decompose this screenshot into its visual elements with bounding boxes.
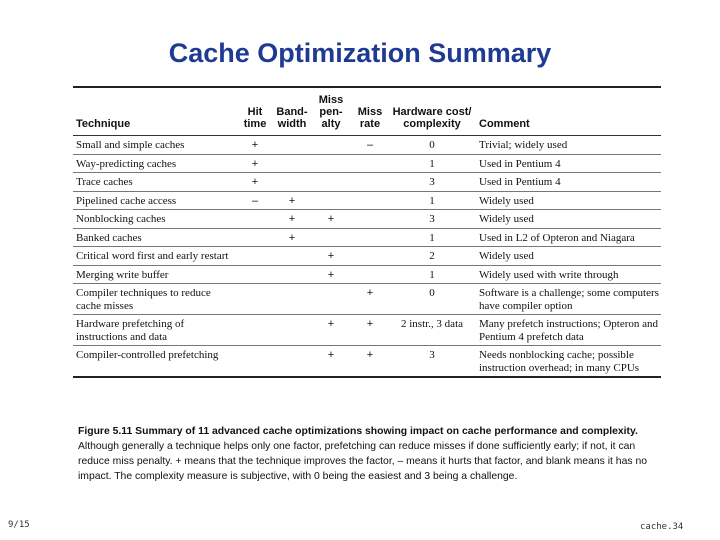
cell-hit-time: + — [237, 136, 273, 155]
cell-miss-penalty — [311, 173, 351, 192]
header-hw-cost: Hardware cost/ complexity — [389, 88, 475, 136]
cell-miss-penalty: + — [311, 210, 351, 229]
cell-hw-cost: 3 — [389, 173, 475, 192]
cell-comment: Used in Pentium 4 — [475, 154, 661, 173]
cell-miss-rate — [351, 265, 389, 284]
cell-miss-penalty — [311, 284, 351, 315]
cell-miss-rate — [351, 210, 389, 229]
cell-miss-penalty — [311, 136, 351, 155]
table-row — [73, 154, 661, 173]
cell-hw-cost: 0 — [389, 136, 475, 155]
table-row — [73, 284, 661, 315]
optimization-table — [73, 88, 661, 378]
cell-hw-cost: 1 — [389, 191, 475, 210]
table-row — [73, 136, 661, 155]
cell-miss-rate: + — [351, 346, 389, 378]
cell-comment: Software is a challenge; some computers have compiler option — [475, 284, 661, 315]
cell-bandwidth — [273, 315, 311, 346]
cell-hw-cost: 2 instr., 3 data — [389, 315, 475, 346]
cell-comment: Used in L2 of Opteron and Niagara — [475, 228, 661, 247]
cell-miss-rate — [351, 228, 389, 247]
cell-technique: Pipelined cache access — [73, 191, 237, 210]
cell-technique: Merging write buffer — [73, 265, 237, 284]
cell-miss-rate: + — [351, 315, 389, 346]
cell-bandwidth — [273, 136, 311, 155]
optimization-table-container — [73, 86, 661, 378]
cell-bandwidth — [273, 265, 311, 284]
cell-technique: Way-predicting caches — [73, 154, 237, 173]
header-miss-rate: Miss rate — [351, 88, 389, 136]
cell-comment: Widely used — [475, 191, 661, 210]
cell-miss-rate — [351, 247, 389, 266]
cell-bandwidth: + — [273, 228, 311, 247]
cell-bandwidth: + — [273, 191, 311, 210]
caption-text: Although generally a technique helps only one factor, prefetching can reduce misses if done sufficiently early; if not, it can reduce miss penalty. + means that the technique improves the factor, – means it hurts that factor, and blank means it has no impact. The complexity measure is subjective, with 0 being the easiest and 3 being a challenge. — [78, 441, 648, 482]
slide-title: Cache Optimization Summary — [168, 38, 552, 68]
cell-comment: Widely used — [475, 210, 661, 229]
cell-hw-cost: 1 — [389, 228, 475, 247]
cell-technique: Trace caches — [73, 173, 237, 192]
table-row — [73, 346, 661, 378]
table-row — [73, 191, 661, 210]
cell-bandwidth — [273, 284, 311, 315]
cell-miss-penalty: + — [311, 247, 351, 266]
cell-hit-time — [237, 247, 273, 266]
cell-hit-time — [237, 210, 273, 229]
cell-bandwidth — [273, 247, 311, 266]
figure-caption — [78, 424, 662, 484]
cell-bandwidth — [273, 346, 311, 378]
cell-hit-time: + — [237, 173, 273, 192]
cell-comment: Used in Pentium 4 — [475, 173, 661, 192]
cell-hw-cost: 0 — [389, 284, 475, 315]
cell-technique: Banked caches — [73, 228, 237, 247]
cell-hit-time — [237, 346, 273, 378]
cell-hit-time — [237, 284, 273, 315]
cell-hit-time — [237, 315, 273, 346]
cell-comment: Many prefetch instructions; Opteron and Pentium 4 prefetch data — [475, 315, 661, 346]
cell-hw-cost: 3 — [389, 346, 475, 378]
cell-technique: Small and simple caches — [73, 136, 237, 155]
cell-miss-rate: + — [351, 284, 389, 315]
cell-hit-time — [237, 228, 273, 247]
cell-miss-rate — [351, 191, 389, 210]
cell-hw-cost: 1 — [389, 154, 475, 173]
header-technique: Technique — [73, 88, 237, 136]
cell-hw-cost: 1 — [389, 265, 475, 284]
caption-bold: Figure 5.11 Summary of 11 advanced cache optimizations showing impact on cache performance and complexity. — [78, 426, 638, 437]
header-comment: Comment — [475, 88, 661, 136]
cell-miss-penalty — [311, 191, 351, 210]
header-miss-penalty: Miss pen- alty — [311, 88, 351, 136]
slide-number: cache.34 — [640, 522, 684, 532]
cell-comment: Trivial; widely used — [475, 136, 661, 155]
table-row — [73, 247, 661, 266]
cell-technique: Compiler techniques to reduce cache misses — [73, 284, 237, 315]
cell-technique: Nonblocking caches — [73, 210, 237, 229]
table-row — [73, 228, 661, 247]
cell-miss-penalty: + — [311, 315, 351, 346]
cell-hw-cost: 2 — [389, 247, 475, 266]
cell-miss-penalty — [311, 154, 351, 173]
cell-hw-cost: 3 — [389, 210, 475, 229]
table-row — [73, 210, 661, 229]
cell-hit-time — [237, 265, 273, 284]
cell-miss-penalty — [311, 228, 351, 247]
cell-bandwidth: + — [273, 210, 311, 229]
cell-bandwidth — [273, 173, 311, 192]
cell-technique: Critical word first and early restart — [73, 247, 237, 266]
cell-comment: Widely used with write through — [475, 265, 661, 284]
cell-miss-rate — [351, 173, 389, 192]
table-row — [73, 265, 661, 284]
header-bandwidth: Band- width — [273, 88, 311, 136]
table-row — [73, 315, 661, 346]
cell-hit-time: – — [237, 191, 273, 210]
table-header-row — [73, 88, 661, 136]
cell-miss-penalty: + — [311, 346, 351, 378]
cell-miss-penalty: + — [311, 265, 351, 284]
cell-comment: Needs nonblocking cache; possible instruction overhead; in many CPUs — [475, 346, 661, 378]
slide-footer-left: 9/15 — [8, 520, 30, 530]
cell-technique: Compiler-controlled prefetching — [73, 346, 237, 378]
cell-miss-rate — [351, 154, 389, 173]
table-body — [73, 136, 661, 378]
header-hit-time: Hit time — [237, 88, 273, 136]
cell-technique: Hardware prefetching of instructions and data — [73, 315, 237, 346]
cell-comment: Widely used — [475, 247, 661, 266]
cell-hit-time: + — [237, 154, 273, 173]
cell-miss-rate: – — [351, 136, 389, 155]
table-row — [73, 173, 661, 192]
cell-bandwidth — [273, 154, 311, 173]
